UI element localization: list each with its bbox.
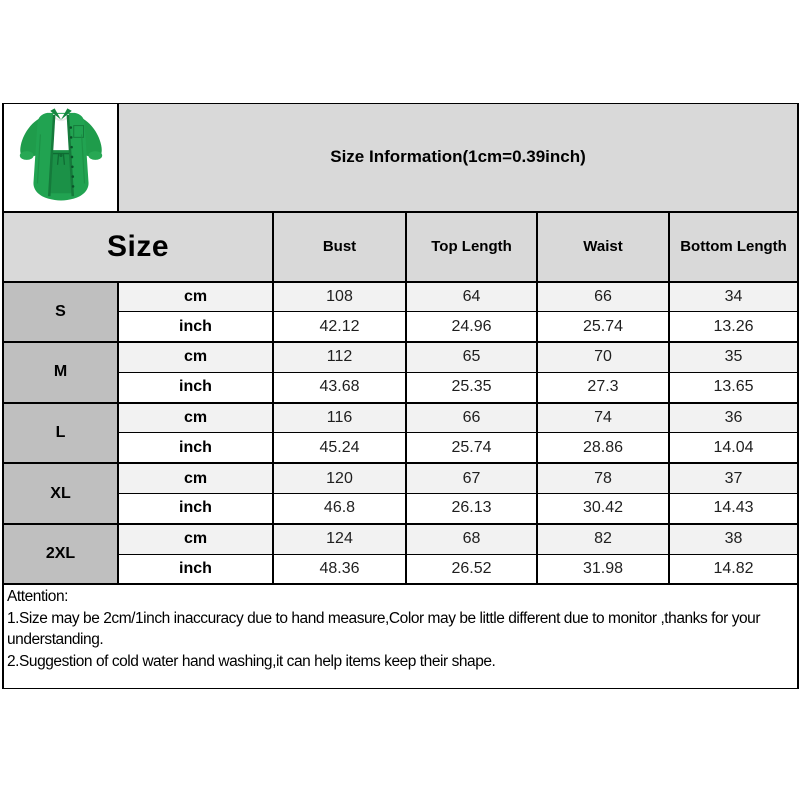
value-cell: 37 bbox=[669, 463, 798, 493]
column-header-row bbox=[3, 212, 798, 282]
value-cell: 82 bbox=[537, 524, 669, 554]
value-cell: 24.96 bbox=[406, 312, 537, 342]
value-cell: 120 bbox=[273, 463, 406, 493]
size-label-l: L bbox=[3, 403, 118, 464]
value-cell: 14.04 bbox=[669, 433, 798, 463]
size-column-header: Size bbox=[3, 212, 273, 282]
value-cell: 70 bbox=[537, 342, 669, 372]
value-cell: 64 bbox=[406, 282, 537, 312]
value-cell: 46.8 bbox=[273, 494, 406, 524]
value-cell: 74 bbox=[537, 403, 669, 433]
value-cell: 25.74 bbox=[537, 312, 669, 342]
column-header-waist: Waist bbox=[537, 212, 669, 282]
unit-label-inch: inch bbox=[118, 372, 273, 402]
attention-line: understanding. bbox=[7, 631, 104, 649]
value-cell: 42.12 bbox=[273, 312, 406, 342]
unit-label-cm: cm bbox=[118, 282, 273, 312]
attention-line: 1.Size may be 2cm/1inch inaccuracy due to hand measure,Color may be little different due to monitor ,thanks for your bbox=[7, 609, 761, 627]
unit-label-cm: cm bbox=[118, 524, 273, 554]
value-cell: 30.42 bbox=[537, 494, 669, 524]
unit-label-inch: inch bbox=[118, 433, 273, 463]
column-header-bust: Bust bbox=[273, 212, 406, 282]
size-information-title: Size Information(1cm=0.39inch) bbox=[118, 104, 798, 212]
size-label-2xl: 2XL bbox=[3, 524, 118, 585]
value-cell: 68 bbox=[406, 524, 537, 554]
value-cell: 36 bbox=[669, 403, 798, 433]
value-cell: 13.26 bbox=[669, 312, 798, 342]
table-row bbox=[3, 463, 798, 493]
unit-label-cm: cm bbox=[118, 403, 273, 433]
value-cell: 38 bbox=[669, 524, 798, 554]
value-cell: 43.68 bbox=[273, 372, 406, 402]
value-cell: 67 bbox=[406, 463, 537, 493]
table-row bbox=[3, 372, 798, 402]
value-cell: 25.74 bbox=[406, 433, 537, 463]
value-cell: 78 bbox=[537, 463, 669, 493]
value-cell: 45.24 bbox=[273, 433, 406, 463]
table-row bbox=[3, 342, 798, 372]
size-table bbox=[2, 103, 799, 689]
table-row bbox=[3, 433, 798, 463]
value-cell: 26.52 bbox=[406, 554, 537, 584]
product-photo-green-set-icon bbox=[7, 105, 115, 205]
value-cell: 65 bbox=[406, 342, 537, 372]
unit-label-cm: cm bbox=[118, 342, 273, 372]
unit-label-inch: inch bbox=[118, 554, 273, 584]
value-cell: 66 bbox=[406, 403, 537, 433]
attention-note bbox=[3, 584, 798, 689]
value-cell: 31.98 bbox=[537, 554, 669, 584]
size-label-xl: XL bbox=[3, 463, 118, 524]
value-cell: 124 bbox=[273, 524, 406, 554]
unit-label-inch: inch bbox=[118, 312, 273, 342]
size-label-m: M bbox=[3, 342, 118, 403]
product-image-cell bbox=[3, 104, 118, 212]
value-cell: 26.13 bbox=[406, 494, 537, 524]
value-cell: 112 bbox=[273, 342, 406, 372]
value-cell: 35 bbox=[669, 342, 798, 372]
attention-heading: Attention: bbox=[7, 588, 68, 606]
column-header-bottom-length: Bottom Length bbox=[669, 212, 798, 282]
value-cell: 13.65 bbox=[669, 372, 798, 402]
attention-row bbox=[3, 584, 798, 689]
value-cell: 27.3 bbox=[537, 372, 669, 402]
value-cell: 28.86 bbox=[537, 433, 669, 463]
title-row bbox=[3, 104, 798, 212]
value-cell: 48.36 bbox=[273, 554, 406, 584]
value-cell: 14.82 bbox=[669, 554, 798, 584]
table-row bbox=[3, 494, 798, 524]
size-label-s: S bbox=[3, 282, 118, 343]
value-cell: 25.35 bbox=[406, 372, 537, 402]
size-chart-sheet bbox=[2, 103, 797, 689]
attention-line: 2.Suggestion of cold water hand washing,it can help items keep their shape. bbox=[7, 652, 496, 670]
value-cell: 14.43 bbox=[669, 494, 798, 524]
table-row bbox=[3, 554, 798, 584]
column-header-top-length: Top Length bbox=[406, 212, 537, 282]
value-cell: 66 bbox=[537, 282, 669, 312]
unit-label-cm: cm bbox=[118, 463, 273, 493]
table-row bbox=[3, 524, 798, 554]
unit-label-inch: inch bbox=[118, 494, 273, 524]
value-cell: 34 bbox=[669, 282, 798, 312]
value-cell: 108 bbox=[273, 282, 406, 312]
table-row bbox=[3, 312, 798, 342]
table-row bbox=[3, 403, 798, 433]
table-row bbox=[3, 282, 798, 312]
value-cell: 116 bbox=[273, 403, 406, 433]
